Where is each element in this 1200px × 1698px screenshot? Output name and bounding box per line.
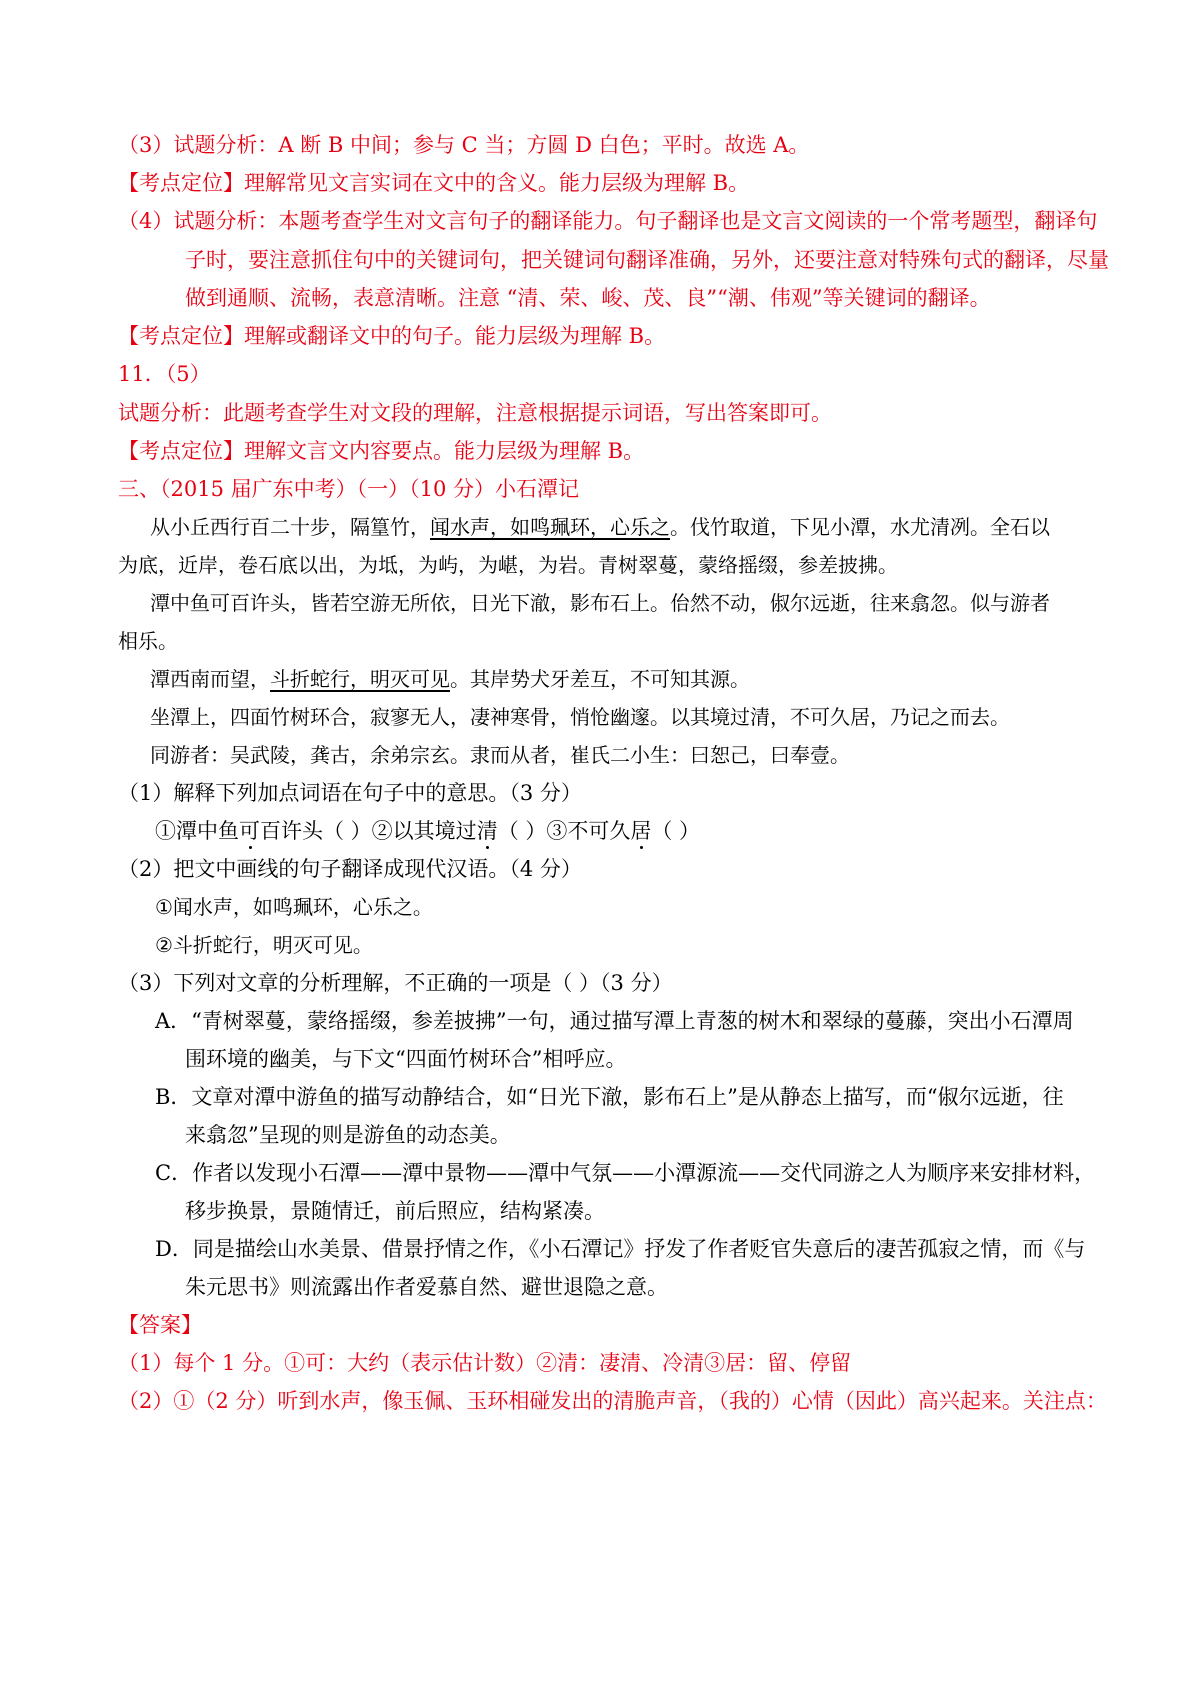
option-a-line1: A．“青树翠蔓，蒙络摇缀，参差披拂”一句，通过描写潭上青葱的树木和翠绿的蔓藤，突出小石潭周 <box>155 1009 1074 1033</box>
dotted-word-qing: 清 <box>476 819 498 843</box>
passage-p2-line1: 潭中鱼可百许头，皆若空游无所依，日光下澈，影布石上。佁然不动，俶尔远逝，往来翕忽。似与游者 <box>150 591 1050 615</box>
analysis-4-line1: （4）试题分析：本题考查学生对文言句子的翻译能力。句子翻译也是文言文阅读的一个常考题型，翻译句 <box>118 209 1098 233</box>
kaodian-1: 【考点定位】理解常见文言实词在文中的含义。能力层级为理解 B。 <box>118 171 750 195</box>
question-1: （1）解释下列加点词语在句子中的意思。（3 分） <box>118 781 582 805</box>
option-d-line1: D．同是描绘山水美景、借景抒情之作，《小石潭记》抒发了作者贬官失意后的凄苦孤寂之情，而《与 <box>155 1237 1086 1261</box>
underlined-sentence-2: 斗折蛇行，明灭可见 <box>270 667 450 691</box>
analysis-4-line3: 做到通顺、流畅，表意清晰。注意 “清、荣、峻、茂、良”“潮、伟观”等关键词的翻译。 <box>185 286 991 310</box>
option-c-line1: C．作者以发现小石潭——潭中景物——潭中气氛——小潭源流——交代同游之人为顺序来安排材料， <box>155 1161 1096 1185</box>
option-d-line2: 朱元思书》则流露出作者爱慕自然、避世退隐之意。 <box>185 1275 668 1299</box>
section-heading: 三、（2015 届广东中考）（一）（10 分）小石潭记 <box>118 477 580 501</box>
dotted-word-ju: 居 <box>630 819 652 843</box>
answer-label: 【答案】 <box>118 1313 202 1337</box>
option-b-line2: 来翕忽”呈现的则是游鱼的动态美。 <box>185 1123 511 1147</box>
option-b-line1: B．文章对潭中游鱼的描写动静结合，如“日光下澈，影布石上”是从静态上描写，而“俶尔远逝，往 <box>155 1085 1064 1109</box>
question-11: 11．（5） <box>118 362 211 386</box>
analysis-3: （3）试题分析：A 断 B 中间；参与 C 当；方圆 D 白色；平时。故选 A。 <box>118 133 810 157</box>
question-2-sentence-2: ②斗折蛇行，明灭可见。 <box>155 933 373 957</box>
question-1-items: ①潭中鱼可百许头（ ）②以其境过清（ ）③不可久居（ ） <box>155 819 701 843</box>
passage-p4: 坐潭上，四面竹树环合，寂寥无人，凄神寒骨，悄怆幽邃。以其境过清，不可久居，乃记之而去。 <box>150 705 1010 729</box>
kaodian-3: 【考点定位】理解文言文内容要点。能力层级为理解 B。 <box>118 439 645 463</box>
option-c-line2: 移步换景，景随情迁，前后照应，结构紧凑。 <box>185 1199 605 1223</box>
question-2-sentence-1: ①闻水声，如鸣珮环，心乐之。 <box>155 895 433 919</box>
passage-p1-line2: 为底，近岸，卷石底以出，为坻，为屿，为嵁，为岩。青树翠蔓，蒙络摇缀，参差披拂。 <box>118 553 898 577</box>
question-3: （3）下列对文章的分析理解，不正确的一项是（ ）（3 分） <box>118 971 673 995</box>
analysis-4-line2: 子时，要注意抓住句中的关键词句，把关键词句翻译准确，另外，还要注意对特殊句式的翻译，尽量 <box>185 248 1109 272</box>
answer-2: （2）①（2 分）听到水声，像玉佩、玉环相碰发出的清脆声音，（我的）心情（因此）高兴起来。关注点： <box>118 1389 1107 1413</box>
passage-p5: 同游者：吴武陵，龚古，余弟宗玄。隶而从者，崔氏二小生：曰恕己，曰奉壹。 <box>150 743 850 767</box>
kaodian-2: 【考点定位】理解或翻译文中的句子。能力层级为理解 B。 <box>118 324 666 348</box>
dotted-word-ke: 可 <box>239 819 260 843</box>
passage-p3: 潭西南而望，斗折蛇行，明灭可见。其岸势犬牙差互，不可知其源。 <box>150 667 750 691</box>
answer-1: （1）每个 1 分。①可：大约（表示估计数）②清：凄清、冷清③居：留、停留 <box>118 1351 852 1375</box>
analysis-11: 试题分析：此题考查学生对文段的理解，注意根据提示词语，写出答案即可。 <box>118 401 832 425</box>
question-2: （2）把文中画线的句子翻译成现代汉语。（4 分） <box>118 857 582 881</box>
option-a-line2: 围环境的幽美，与下文“四面竹树环合”相呼应。 <box>185 1047 627 1071</box>
passage-p1-line1: 从小丘西行百二十步，隔篁竹，闻水声，如鸣珮环，心乐之。伐竹取道，下见小潭，水尤清冽。全石以 <box>150 515 1050 539</box>
underlined-sentence-1: 闻水声，如鸣珮环，心乐之 <box>430 515 670 539</box>
passage-p2-line2: 相乐。 <box>118 629 178 653</box>
